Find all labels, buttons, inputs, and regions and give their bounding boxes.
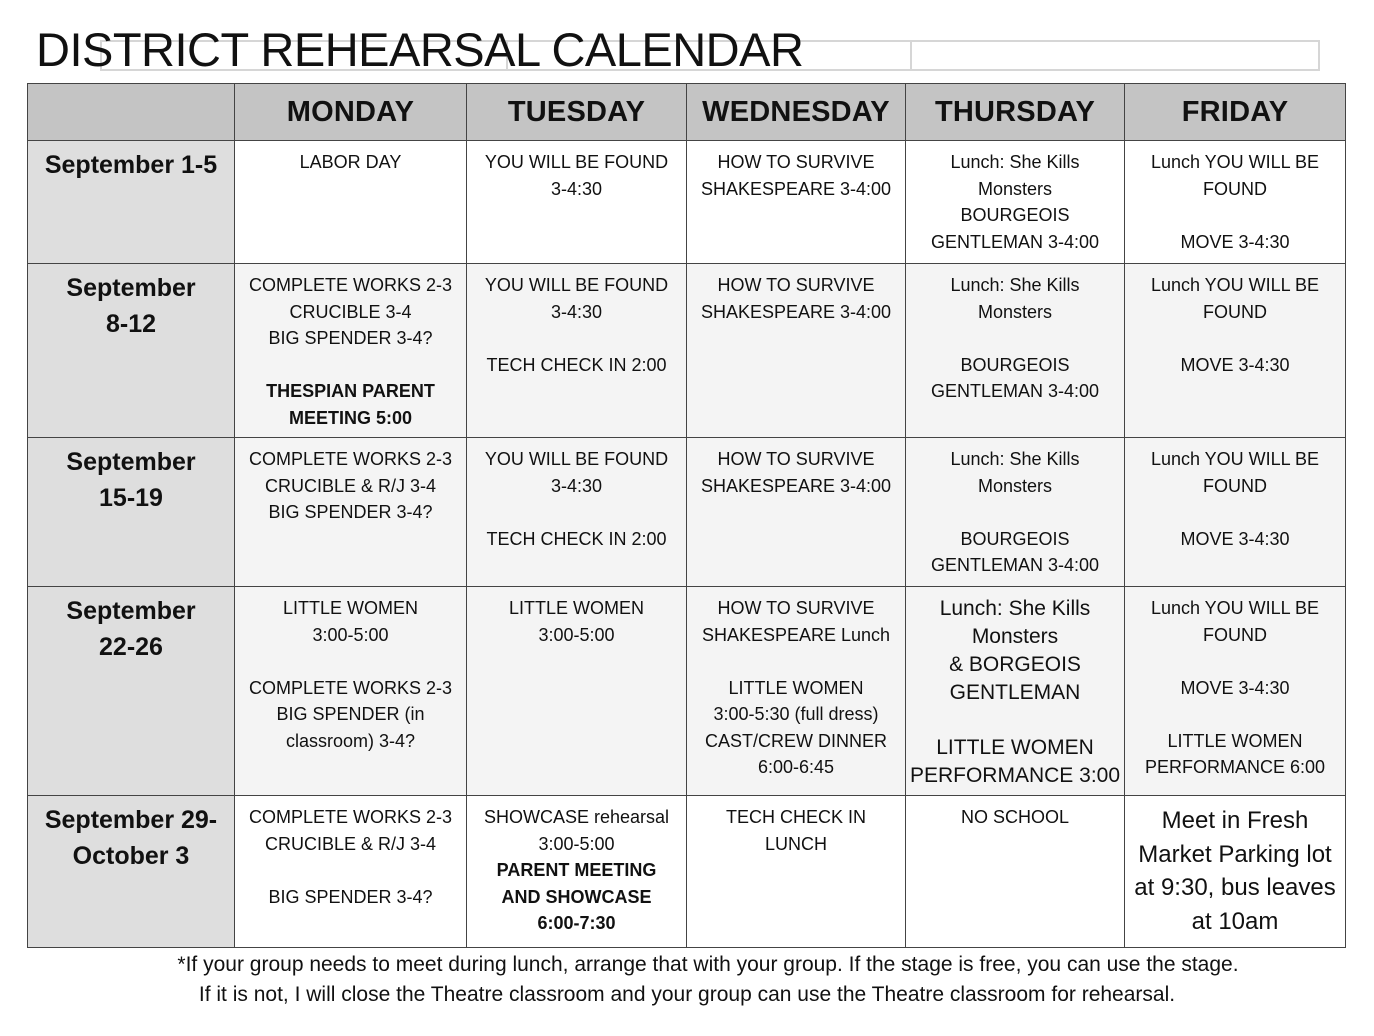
cell-line: HOW TO SURVIVE: [717, 598, 875, 618]
cell-line: LITTLE WOMEN: [936, 735, 1094, 759]
cell-line: COMPLETE WORKS 2-3: [248, 677, 453, 698]
cell-line: 3:00-5:00: [538, 833, 615, 854]
week-label-line: September: [66, 448, 196, 476]
cell-line: GENTLEMAN 3-4:00: [930, 231, 1100, 252]
cell-wednesday: [687, 796, 906, 948]
cell-line: SHAKESPEARE Lunch: [701, 624, 891, 645]
cell-wednesday: [687, 264, 906, 438]
cell-line: [908, 499, 1122, 526]
cell-thursday: [906, 587, 1125, 796]
cell-line: [1127, 701, 1343, 728]
cell-thursday: [906, 264, 1125, 438]
footnote: [0, 950, 1374, 1010]
week-row: [28, 796, 1346, 948]
cell-friday: [1125, 796, 1346, 948]
cell-line: [237, 857, 464, 884]
cell-line: MOVE 3-4:30: [1180, 231, 1290, 252]
cell-line: PERFORMANCE 6:00: [1144, 757, 1326, 777]
cell-line: 6:00-6:45: [757, 757, 835, 777]
cell-line: Monsters: [977, 301, 1053, 322]
cell-line: Lunch: She Kills: [950, 449, 1080, 469]
cell-tuesday: [467, 796, 687, 948]
cell-line: YOU WILL BE FOUND: [484, 275, 669, 295]
cell-line: SHAKESPEARE 3-4:00: [700, 301, 892, 322]
cell-line: Monsters: [977, 178, 1053, 199]
cell-tuesday: [467, 587, 687, 796]
cell-line: SHOWCASE rehearsal: [483, 807, 670, 827]
cell-line: FOUND: [1203, 475, 1267, 496]
cell-line: Lunch: She Kills: [950, 152, 1080, 172]
cell-line: Lunch YOU WILL BE: [1150, 598, 1320, 618]
cell-thursday: [906, 796, 1125, 948]
cell-line: AND SHOWCASE: [501, 886, 652, 907]
cell-line: BIG SPENDER 3-4?: [268, 328, 433, 348]
cell-line: LABOR DAY: [299, 152, 402, 172]
cell-line: GENTLEMAN 3-4:00: [930, 555, 1100, 575]
cell-line: [1127, 648, 1343, 675]
cell-line: [469, 499, 684, 526]
cell-line: YOU WILL BE FOUND: [484, 152, 669, 172]
cell-line: HOW TO SURVIVE: [717, 152, 875, 172]
week-label-line: 8-12: [105, 310, 157, 338]
cell-wednesday: [687, 141, 906, 264]
cell-monday: [235, 264, 467, 438]
day-header-friday: FRIDAY: [1125, 84, 1346, 141]
cell-line: TECH CHECK IN 2:00: [486, 354, 667, 375]
week-label: [28, 796, 235, 948]
week-label: [28, 587, 235, 796]
cell-tuesday: [467, 141, 687, 264]
cell-line: CRUCIBLE & R/J 3-4: [264, 833, 437, 854]
cell-line: 3:00-5:30 (full dress): [713, 704, 879, 724]
cell-line: LITTLE WOMEN: [282, 598, 418, 618]
cell-line: [689, 648, 903, 675]
rehearsal-calendar-table: [27, 83, 1346, 948]
header-row: [28, 84, 1346, 141]
cell-friday: [1125, 264, 1346, 438]
cell-monday: [235, 796, 467, 948]
cell-line: LITTLE WOMEN: [1167, 730, 1303, 751]
cell-line: [1127, 499, 1343, 526]
cell-line: LITTLE WOMEN: [728, 677, 864, 698]
day-header-thursday: THURSDAY: [906, 84, 1125, 141]
day-header-tuesday: TUESDAY: [467, 84, 687, 141]
cell-line: LITTLE WOMEN: [508, 598, 644, 618]
cell-line: HOW TO SURVIVE: [717, 449, 875, 469]
cell-line: & BORGEOIS: [949, 653, 1081, 676]
cell-tuesday: [467, 264, 687, 438]
cell-line: classroom) 3-4?: [285, 730, 416, 751]
cell-line: Monsters: [971, 625, 1059, 648]
cell-line: at 9:30, bus leaves: [1134, 874, 1336, 901]
week-label-line: September 29-: [44, 806, 218, 834]
day-header-wednesday: WEDNESDAY: [687, 84, 906, 141]
cell-line: COMPLETE WORKS 2-3: [248, 275, 453, 295]
cell-line: CRUCIBLE 3-4: [289, 301, 412, 322]
cell-line: CAST/CREW DINNER: [704, 730, 887, 751]
cell-thursday: [906, 141, 1125, 264]
cell-line: 3:00-5:00: [538, 624, 615, 645]
title-box-3: [912, 40, 1320, 71]
cell-line: TECH CHECK IN: [725, 807, 866, 827]
footnote-line-1: *If your group needs to meet during lunch, arrange that with your group. If the stage is free, you can use the stage.: [177, 953, 1239, 976]
week-label-line: September: [66, 597, 196, 625]
cell-line: YOU WILL BE FOUND: [484, 449, 669, 469]
cell-line: Lunch YOU WILL BE: [1150, 449, 1320, 469]
cell-line: Lunch YOU WILL BE: [1150, 152, 1320, 172]
week-label: [28, 264, 235, 438]
cell-line: PERFORMANCE 3:00: [909, 763, 1121, 787]
cell-line: at 10am: [1191, 907, 1279, 935]
cell-friday: [1125, 141, 1346, 264]
cell-wednesday: [687, 438, 906, 587]
cell-line: BOURGEOIS: [960, 354, 1070, 375]
cell-line: [908, 707, 1122, 734]
cell-line: 6:00-7:30: [537, 913, 616, 933]
cell-line: FOUND: [1203, 624, 1267, 645]
week-label-line: 22-26: [99, 633, 163, 661]
cell-line: Monsters: [977, 475, 1053, 496]
cell-line: HOW TO SURVIVE: [717, 275, 875, 295]
cell-line: COMPLETE WORKS 2-3: [248, 449, 453, 469]
week-label-line: 15-19: [99, 484, 163, 512]
cell-wednesday: [687, 587, 906, 796]
cell-line: LUNCH: [764, 833, 827, 854]
cell-line: BIG SPENDER (in: [276, 704, 425, 724]
cell-line: MOVE 3-4:30: [1180, 528, 1290, 549]
cell-line: 3:00-5:00: [312, 624, 389, 645]
cell-line: [237, 648, 464, 675]
cell-line: 3-4:30: [550, 301, 603, 322]
cell-line: SHAKESPEARE 3-4:00: [700, 475, 892, 496]
week-label: [28, 438, 235, 587]
cell-line: TECH CHECK IN 2:00: [486, 528, 667, 549]
week-row: [28, 264, 1346, 438]
cell-line: [908, 325, 1122, 352]
cell-line: Meet in Fresh: [1161, 807, 1309, 834]
cell-line: MOVE 3-4:30: [1180, 354, 1290, 375]
cell-line: 3-4:30: [550, 475, 603, 496]
cell-friday: [1125, 587, 1346, 796]
cell-line: GENTLEMAN: [949, 681, 1081, 704]
cell-monday: [235, 587, 467, 796]
cell-line: [1127, 202, 1343, 229]
cell-line: BOURGEOIS: [960, 205, 1070, 225]
cell-line: SHAKESPEARE 3-4:00: [700, 178, 892, 199]
cell-line: BIG SPENDER 3-4?: [268, 502, 433, 522]
week-row: [28, 141, 1346, 264]
week-label: [28, 141, 235, 264]
cell-thursday: [906, 438, 1125, 587]
week-row: [28, 587, 1346, 796]
cell-monday: [235, 141, 467, 264]
week-label-line: October 3: [72, 842, 190, 870]
cell-friday: [1125, 438, 1346, 587]
cell-tuesday: [467, 438, 687, 587]
cell-line: PARENT MEETING: [496, 860, 657, 880]
cell-line: FOUND: [1203, 178, 1267, 199]
week-label-line: September 1-5: [44, 151, 218, 179]
cell-line: THESPIAN PARENT: [266, 381, 435, 401]
cell-line: [1127, 325, 1343, 352]
cell-monday: [235, 438, 467, 587]
cell-line: [237, 352, 464, 379]
page-title: DISTRICT REHEARSAL CALENDAR: [36, 23, 804, 76]
week-row: [28, 438, 1346, 587]
cell-line: 3-4:30: [550, 178, 603, 199]
cell-line: FOUND: [1203, 301, 1267, 322]
cell-line: Lunch: She Kills: [950, 275, 1080, 295]
cell-line: MOVE 3-4:30: [1180, 677, 1290, 698]
header-corner: [28, 84, 235, 141]
cell-line: Lunch: She Kills: [939, 597, 1091, 620]
cell-line: BOURGEOIS: [960, 528, 1070, 549]
footnote-line-2: If it is not, I will close the Theatre classroom and your group can use the Theatre classroom for rehearsal.: [198, 983, 1176, 1006]
cell-line: [469, 325, 684, 352]
cell-line: Lunch YOU WILL BE: [1150, 275, 1320, 295]
cell-line: COMPLETE WORKS 2-3: [248, 807, 453, 827]
week-label-line: September: [66, 274, 196, 302]
cell-line: NO SCHOOL: [960, 807, 1070, 827]
cell-line: Market Parking lot: [1138, 840, 1332, 868]
day-header-monday: MONDAY: [235, 84, 467, 141]
cell-line: BIG SPENDER 3-4?: [268, 886, 433, 907]
cell-line: CRUCIBLE & R/J 3-4: [264, 475, 437, 496]
cell-line: GENTLEMAN 3-4:00: [930, 381, 1100, 401]
cell-line: MEETING 5:00: [288, 407, 413, 428]
